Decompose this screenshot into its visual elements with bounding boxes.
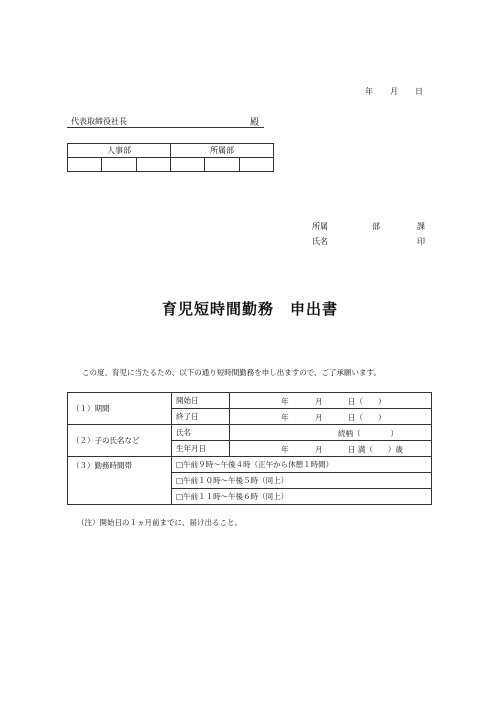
- period-label: （１）期間: [68, 393, 172, 425]
- addressee: 代表取締役社長: [71, 117, 127, 126]
- start-day-unit: 日（ ）: [348, 397, 386, 406]
- child-relation: 続柄（ ）: [338, 429, 398, 438]
- child-label: （２）子の氏名など: [68, 425, 172, 457]
- start-month-unit: 月: [315, 397, 323, 406]
- end-month-unit: 月: [315, 413, 323, 422]
- start-date-field[interactable]: [230, 393, 432, 409]
- applicant-affiliation-label: 所属: [312, 222, 328, 231]
- birth-year-unit: 年: [281, 445, 289, 454]
- note-text: （注）開始日の１ヵ月前までに、届け出ること。: [77, 518, 242, 527]
- date-line: [0, 86, 500, 98]
- applicant-seal-label: 印: [417, 237, 425, 246]
- date-day: 日: [415, 87, 423, 96]
- stamp-box[interactable]: [102, 158, 136, 172]
- application-table: [67, 392, 432, 505]
- hours-option-3[interactable]: □午前１１時～午後６時（同上）: [172, 489, 432, 505]
- birth-date-field[interactable]: [230, 441, 432, 457]
- stamp-box[interactable]: [205, 158, 239, 172]
- date-month: 月: [390, 87, 398, 96]
- hours-label: （３）勤務時間帯: [68, 457, 172, 505]
- hr-dept-header: 人事部: [68, 144, 171, 158]
- intro-text: この度、育児に当たるため、以下の通り短時間勤務を申し出ますので、ご了承願います。: [82, 368, 381, 377]
- end-year-unit: 年: [281, 413, 289, 422]
- birth-date-label: 生年月日: [172, 441, 230, 457]
- stamp-box[interactable]: [68, 158, 102, 172]
- addressee-underline: [67, 127, 264, 128]
- stamp-box[interactable]: [136, 158, 170, 172]
- start-date-label: 開始日: [172, 393, 230, 409]
- hours-option-2[interactable]: □午前１０時～午後５時（同上）: [172, 473, 432, 489]
- stamp-box[interactable]: [239, 158, 273, 172]
- department-approval-table: [67, 143, 274, 172]
- birth-day-unit: 日 満（ ）歳: [348, 445, 403, 454]
- stamp-box[interactable]: [171, 158, 205, 172]
- child-name-field[interactable]: [230, 425, 432, 441]
- applicant-dept-label: 部: [372, 222, 380, 231]
- birth-month-unit: 月: [315, 445, 323, 454]
- end-date-field[interactable]: [230, 409, 432, 425]
- end-day-unit: 日（ ）: [348, 413, 386, 422]
- start-year-unit: 年: [281, 397, 289, 406]
- document-title: 育児短時間勤務 申出書: [161, 300, 338, 318]
- date-year: 年: [365, 87, 373, 96]
- applicant-section-label: 課: [417, 222, 425, 231]
- applicant-name-label: 氏名: [312, 237, 328, 246]
- table-row: [68, 457, 432, 473]
- hours-option-1[interactable]: □午前９時～午後４時（正午から休憩１時間）: [172, 457, 432, 473]
- honorific: 殿: [250, 118, 260, 128]
- table-row: [68, 393, 432, 409]
- child-name-label: 氏名: [172, 425, 230, 441]
- end-date-label: 終了日: [172, 409, 230, 425]
- affiliation-dept-header: 所属部: [171, 144, 274, 158]
- table-row: [68, 425, 432, 441]
